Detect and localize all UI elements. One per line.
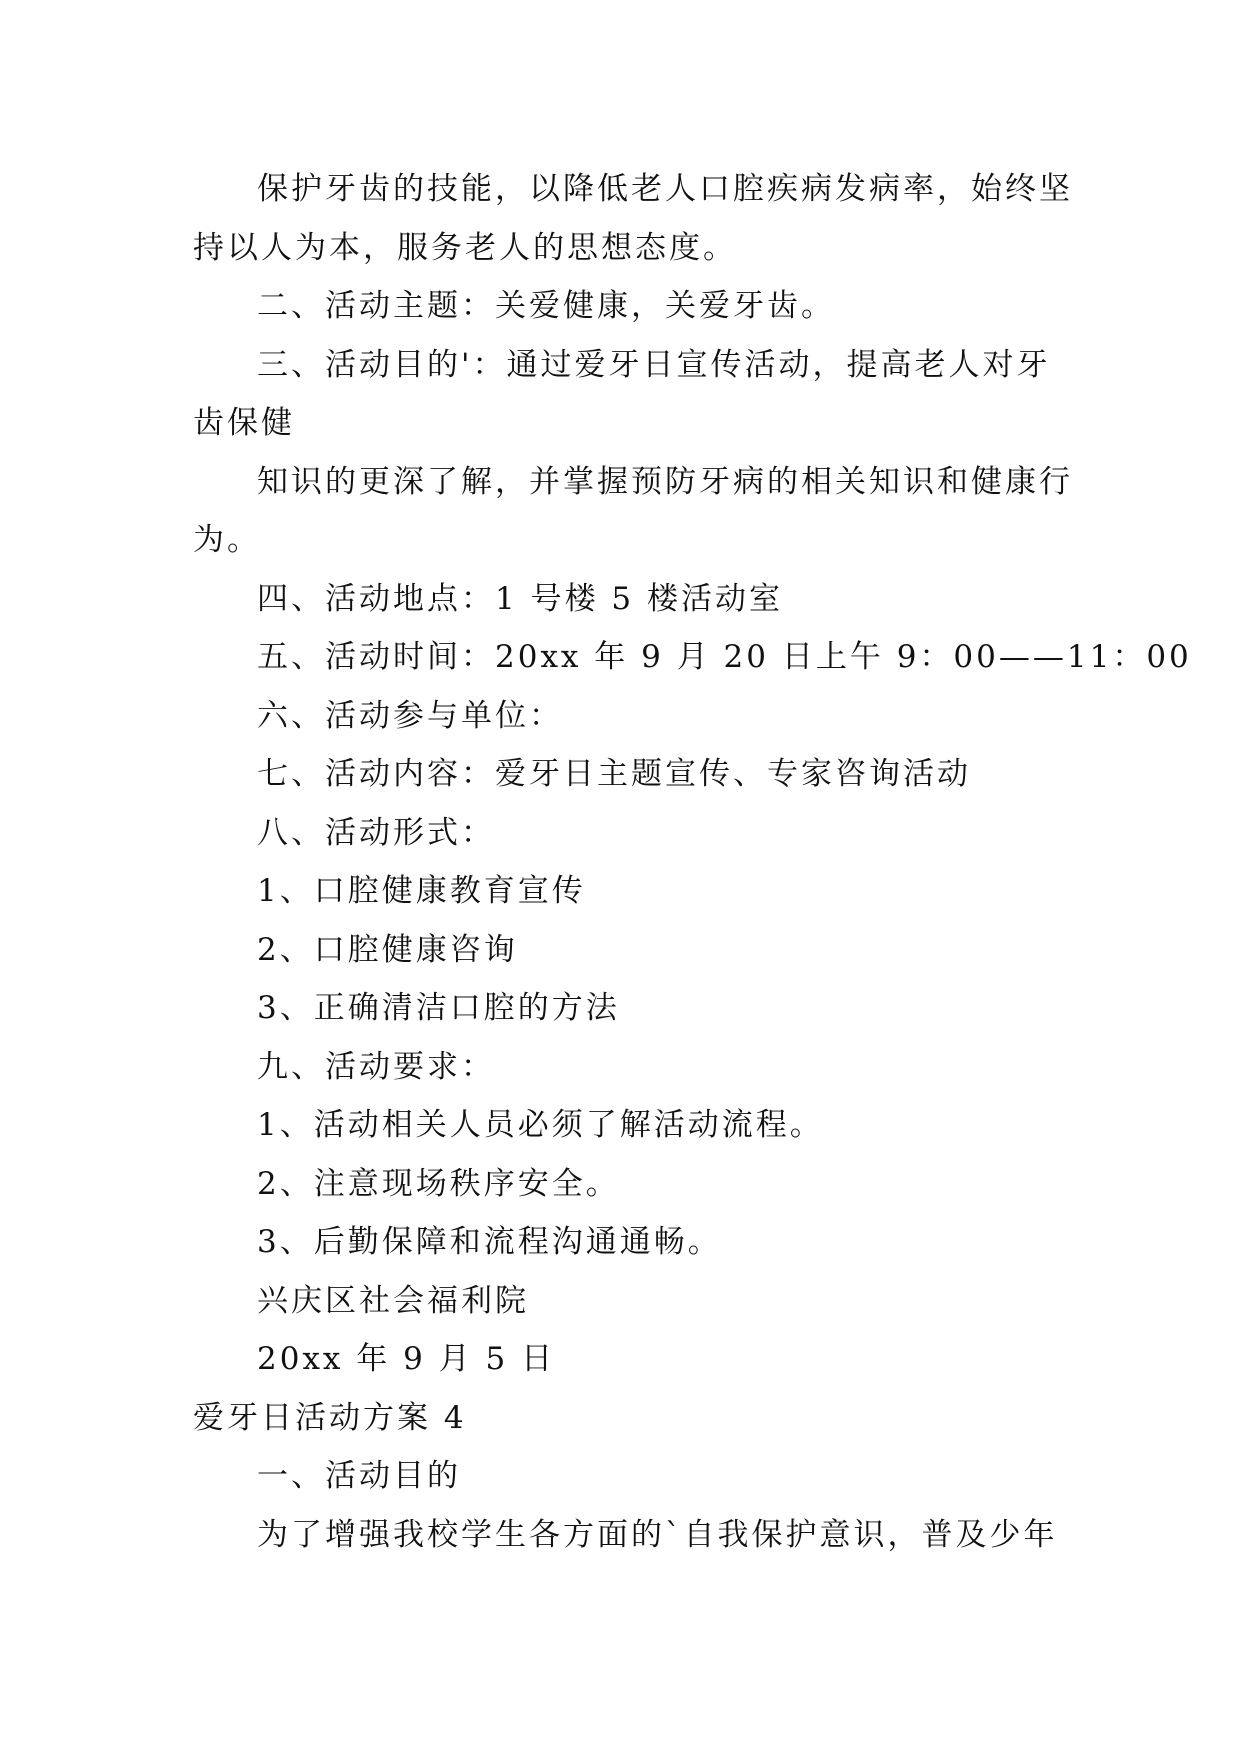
list-item: 1、活动相关人员必须了解活动流程。: [257, 1107, 824, 1143]
signature-organization: 兴庆区社会福利院: [257, 1282, 529, 1319]
paragraph-line: 保护牙齿的技能，以降低老人口腔疾病发病率，始终坚: [257, 171, 1073, 207]
document-title: 爱牙日活动方案 4: [193, 1399, 467, 1436]
list-item: 3、后勤保障和流程沟通通畅。: [257, 1224, 722, 1260]
list-item: 2、注意现场秩序安全。: [257, 1165, 620, 1202]
section-heading-theme: 二、活动主题：关爱健康，关爱牙齿。: [257, 288, 835, 324]
section-heading-requirements: 九、活动要求：: [257, 1048, 495, 1085]
section-heading-objective: 一、活动目的: [257, 1458, 461, 1494]
list-item: 3、正确清洁口腔的方法: [257, 990, 620, 1026]
list-item: 2、口腔健康咨询: [257, 931, 518, 968]
section-heading-purpose: 三、活动目的'：通过爱牙日宣传活动，提高老人对牙: [257, 346, 1051, 383]
document-body: [193, 160, 1192, 1564]
paragraph-line: 持以人为本，服务老人的思想态度。: [193, 229, 737, 266]
paragraph-line: 为了增强我校学生各方面的`自我保护意识，普及少年: [257, 1516, 1058, 1553]
paragraph-line: 知识的更深了解，并掌握预防牙病的相关知识和健康行: [257, 463, 1073, 500]
paragraph-line: 为。: [193, 522, 261, 558]
signature-date: 20xx 年 9 月 5 日: [257, 1341, 556, 1377]
section-heading-format: 八、活动形式：: [257, 814, 495, 851]
paragraph-line: 齿保健: [193, 405, 295, 441]
section-heading-participants: 六、活动参与单位：: [257, 697, 563, 734]
section-heading-time: 五、活动时间：20xx 年 9 月 20 日上午 9：00——11：00: [257, 639, 1192, 675]
section-heading-content: 七、活动内容：爱牙日主题宣传、专家咨询活动: [257, 756, 971, 792]
list-item: 1、口腔健康教育宣传: [257, 873, 586, 909]
section-heading-location: 四、活动地点：1 号楼 5 楼活动室: [257, 580, 784, 617]
